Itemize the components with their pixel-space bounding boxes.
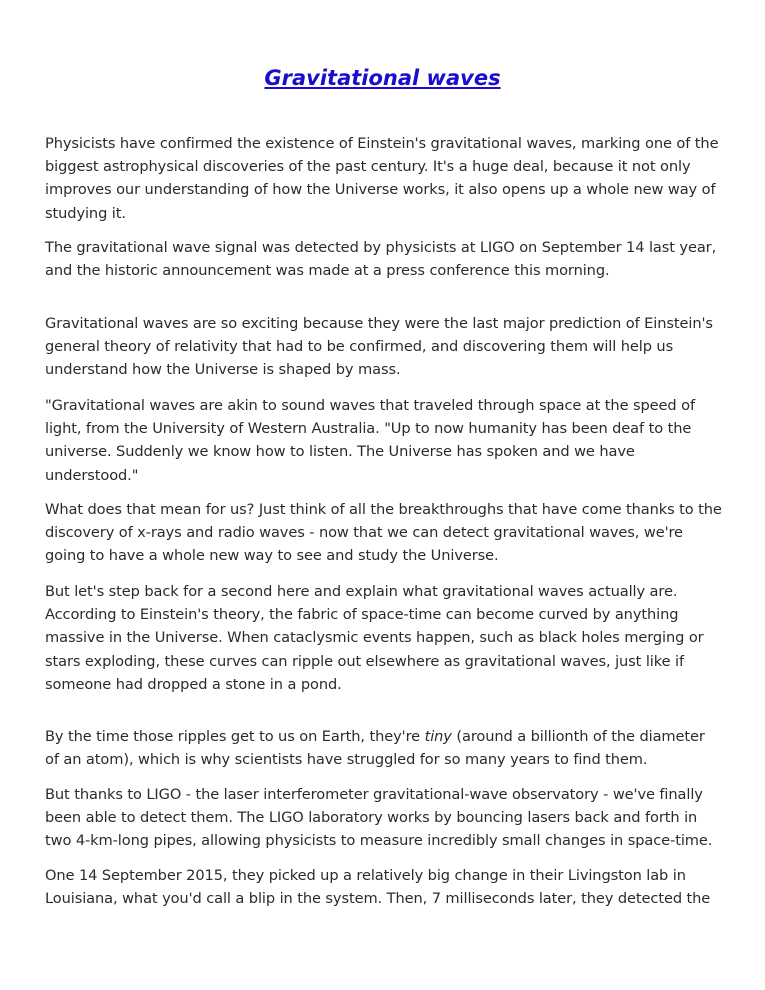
paragraph-3: Gravitational waves are so exciting because they were the last major prediction of Einstein's general theory of relativity that had to be confirmed, and discovering them will help us understand how the Universe is shaped by mass. (45, 315, 713, 379)
paragraph-4: "Gravitational waves are akin to sound waves that traveled through space at the speed of light, from the University of Western Australia. "Up to now humanity has been deaf to the universe. Suddenly we know how to listen. The Universe has spoken and we have understood." (45, 397, 695, 484)
paragraph-9: One 14 September 2015, they picked up a relatively big change in their Livingston lab in Louisiana, what you'd call a blip in the system. Then, 7 milliseconds later, they detected the (45, 867, 711, 908)
paragraph-7-after: (around a billionth of the diameter of an atom), which is why scientists have struggled for so many years to find them. (45, 728, 705, 769)
paragraph-1: Physicists have confirmed the existence of Einstein's gravitational waves, marking one of the biggest astrophysical discoveries of the past century. It's a huge deal, because it not only improves our understanding of how the Universe works, it also opens up a whole new way of studying it. (45, 135, 719, 222)
paragraph-2: The gravitational wave signal was detected by physicists at LIGO on September 14 last year, and the historic announcement was made at a press conference this morning. (45, 239, 717, 280)
paragraph-6: But let's step back for a second here and explain what gravitational waves actually are. According to Einstein's theory, the fabric of space-time can become curved by anything massive in the Universe. When cataclysmic events happen, such as black holes merging or stars exploding, these curves can ripple out elsewhere as gravitational waves, just like if someone had dropped a stone in a pond. (45, 583, 704, 693)
paragraph-5: What does that mean for us? Just think of all the breakthroughs that have come thanks to the discovery of x-rays and radio waves - now that we can detect gravitational waves, we're going to have a whole new way to see and study the Universe. (45, 501, 722, 565)
paragraph-8: But thanks to LIGO - the laser interferometer gravitational-wave observatory - we've finally been able to detect them. The LIGO laboratory works by bouncing lasers back and forth in two 4-km-long pipes, allowing physicists to measure incredibly small changes in space-time. (45, 786, 713, 850)
paragraph-7 (45, 725, 723, 771)
paragraph-7-before: By the time those ripples get to us on Earth, they're (45, 728, 425, 745)
title-container (0, 66, 765, 90)
emphasis-tiny: tiny (424, 728, 452, 745)
page-title-link[interactable]: Gravitational waves (264, 66, 501, 90)
